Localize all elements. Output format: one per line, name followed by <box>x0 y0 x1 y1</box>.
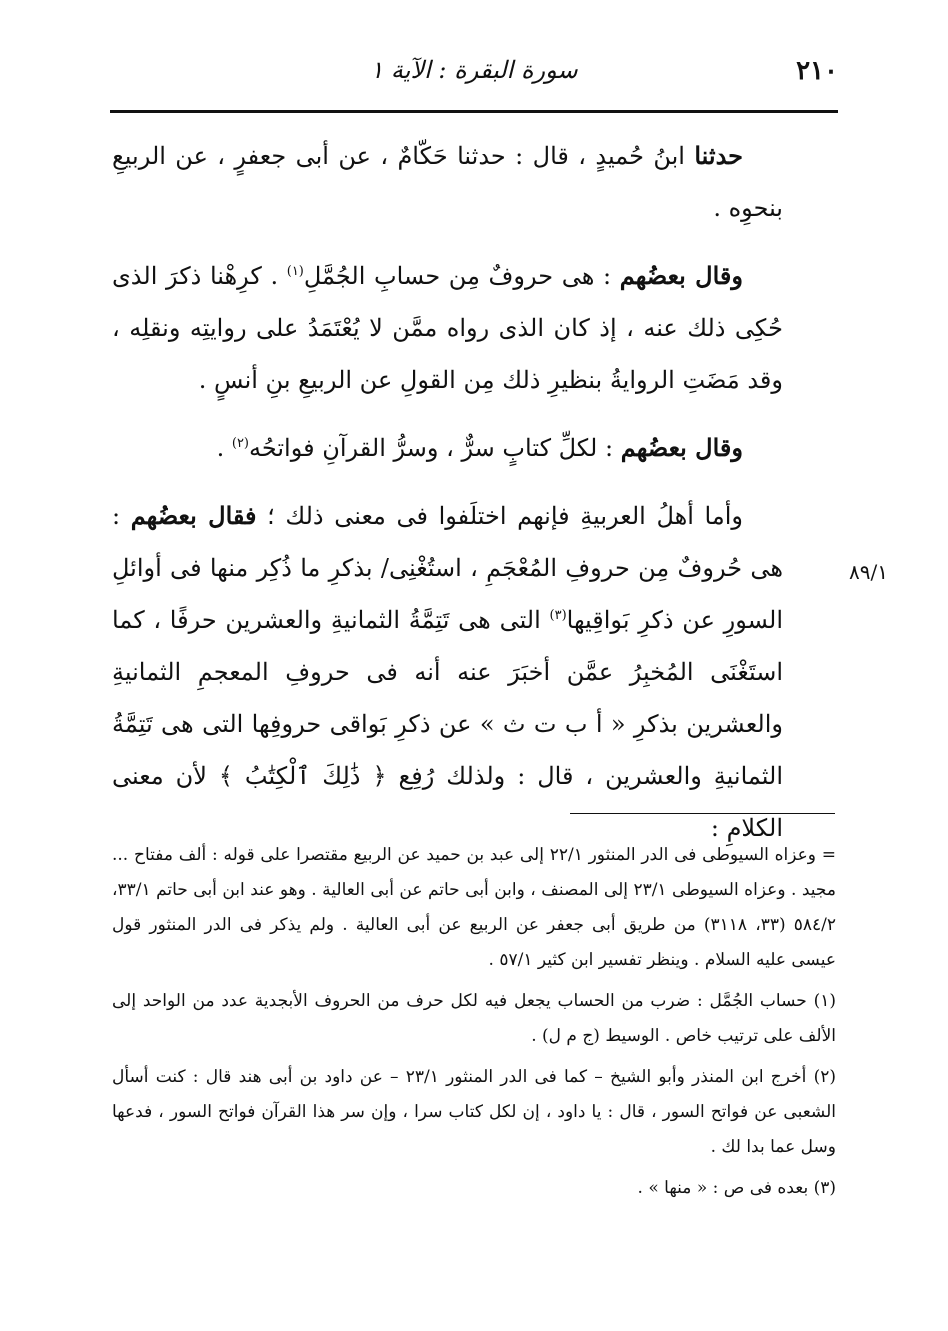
paragraph-4 <box>112 490 783 854</box>
footnote-3: (٣) بعده فى ص : « منها » . <box>637 1178 836 1198</box>
footnote-marker-3: (٣) <box>549 608 567 623</box>
footnote-2: (٢) أخرج ابن المنذر وأبو الشيخ – كما فى الدر المنثور ٢٣/١ – عن داود بن أبى هند قال : كنت أسأل الشعبى عن فواتح السور ، قال : يا داود ، إن لكل كتاب سرا ، وإن سر هذا القرآن فواتح السور ، فدعها وسل عما بدا لك . <box>112 1067 836 1157</box>
page-header <box>110 48 838 96</box>
paragraph-4-lead: فقال بعضُهم <box>130 501 257 530</box>
paragraph-1-lead: حدثنا <box>694 141 743 170</box>
main-text <box>112 130 783 870</box>
paragraph-1 <box>112 130 783 234</box>
footnote-marker-2: (٢) <box>231 436 249 451</box>
footnote-marker-1: (١) <box>286 264 304 279</box>
paragraph-4-text-b: : هى حُروفٌ مِن حروفِ المُعْجَمِ ، استُغْنِى/ بذكرِ ما ذُكِر منها فى أوائلِ السورِ عن ذكرِ بَواقِيها <box>112 502 783 634</box>
paragraph-3-lead: وقال بعضُهم <box>620 433 743 462</box>
paragraph-2-lead: وقال بعضُهم <box>619 261 743 290</box>
page-number: ٢١٠ <box>796 56 838 86</box>
paragraph-2 <box>112 250 783 406</box>
header-rule <box>110 110 838 113</box>
footnote-1: (١) حساب الجُمَّل : ضرب من الحساب يجعل فيه لكل حرف من الحروف الأبجدية عدد من الواحد إلى الألف على ترتيب خاص . الوسيط (ج م ل) . <box>112 991 836 1046</box>
footnote-rule <box>570 813 835 814</box>
paragraph-3 <box>112 422 783 474</box>
paragraph-3-text-before: : لكلِّ كتابٍ سرٌّ ، وسرُّ القرآنِ فواتحُه <box>249 434 621 462</box>
paragraph-2-text-before: : هى حروفٌ مِن حسابِ الجُمَّلِ <box>303 262 620 290</box>
margin-reference: ٨٩/١ <box>849 560 888 584</box>
footnote-continuation: = وعزاه السيوطى فى الدر المنثور ٢٢/١ إلى عبد بن حميد عن الربيع مقتصرا على قوله : ألف مفتاح ... مجيد . وعزاه السيوطى ٢٣/١ إلى المصنف ، وابن أبى حاتم عن أبى العالية . وهو عند ابن أبى حاتم ٣٣/١، ٥٨٤/٢ (٣٣، ٣١١٨) من طريق أبى جعفر عن الربيع عن أبى العالية . ولم يذكر فى الدر المنثور قول عيسى عليه السلام . وينظر تفسير ابن كثير ٥٧/١ . <box>112 845 836 970</box>
running-title: سورة البقرة : الآية ١ <box>370 56 578 84</box>
paragraph-4-text-a: وأما أهلُ العربيةِ فإنهم اختلَفوا فى معنى ذلك ؛ <box>256 502 743 530</box>
paragraph-4-text-c: التى هى تَتِمَّةُ الثمانيةِ والعشرين حرفًا ، كما استَغْنَى المُخبِرُ عمَّن أخبَرَ عنه أنه فى حروفِ المعجمِ الثمانيةِ والعشرين بذكرِ « أ ب ت ث » عن ذكرِ بَواقى حروفِها التى هى تَتِمَّةُ الثمانيةِ والعشرين ، قال : ولذلك رُفِع ﴿ ذَٰلِكَ ٱلْكِتَٰبُ ﴾ لأن معنى الكلامِ : <box>112 606 783 842</box>
paragraph-2-text-after: . كرِهْنا ذكرَ الذى حُكِى ذلك عنه ، إذ كان الذى رواه ممَّن لا يُعْتَمَدُ على روايتِه ونقلِه ، وقد مَضَتِ الروايةُ بنظيرِ ذلك مِن القولِ عن الربيعِ بنِ أنسٍ . <box>112 262 783 394</box>
paragraph-3-text-after: . <box>216 434 232 462</box>
footnotes <box>112 838 836 1212</box>
paragraph-1-text: ابنُ حُميدٍ ، قال : حدثنا حَكّامٌ ، عن أبى جعفرٍ ، عن الربيعِ بنحوِه . <box>112 142 783 222</box>
